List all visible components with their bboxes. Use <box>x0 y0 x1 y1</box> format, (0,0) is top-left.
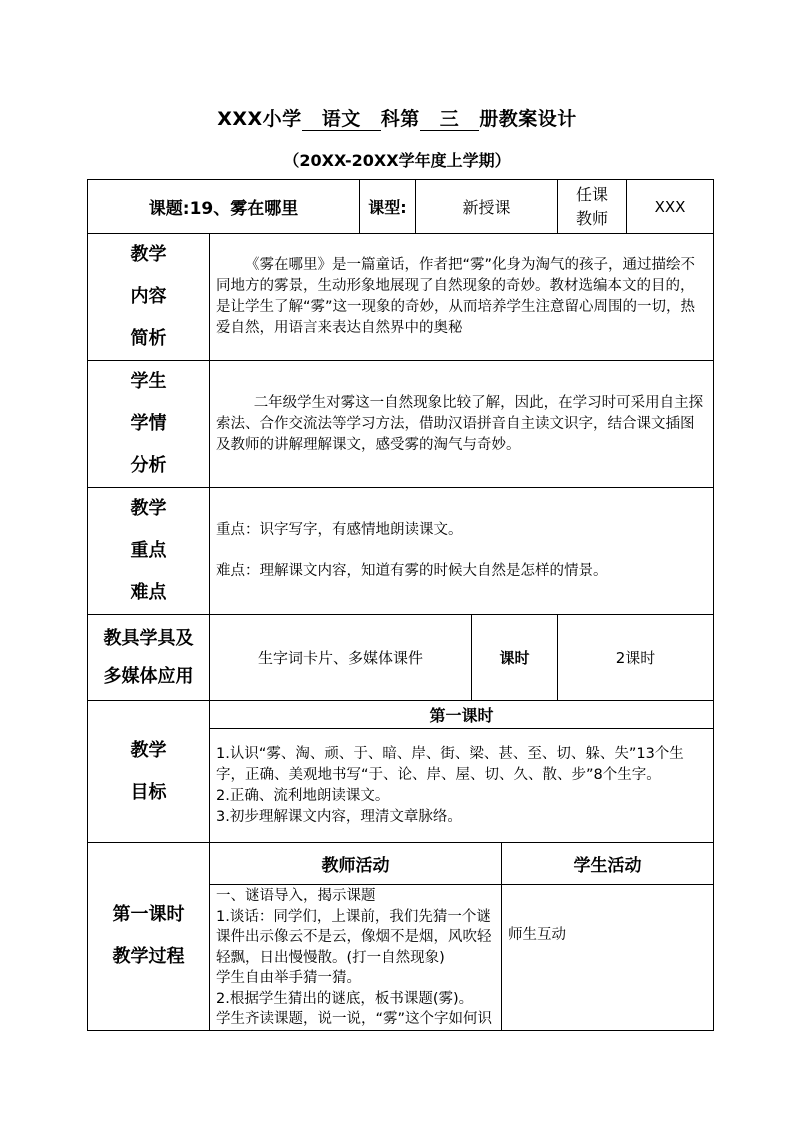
process-label-1: 第一课时 <box>112 904 185 926</box>
content-summary-row <box>88 234 714 361</box>
title-mid: 科第 <box>380 108 420 130</box>
student-activity-header: 学生活动 <box>502 843 714 885</box>
teacher-line-2: 1.谈话：同学们，上课前，我们先猜一个谜课件出示像云不是云，像烟不是烟，风吹轻轻飘，日出慢慢散。(打一自然现象) <box>216 908 492 966</box>
content-summary-text: 《雾在哪里》是一篇童话，作者把“雾”化身为淘气的孩子，通过描绘不同地方的雾景，生动形象地展现了自然现象的奇妙。教材选编本文的目的，是让学生了解“雾”这一现象的奇妙，从而培养学生注意留心周围的一切，热爱自然，用语言来表达自然界中的奥秘 <box>210 234 714 361</box>
content-summary-label-2: 内容 <box>130 286 167 307</box>
student-analysis-label-1: 学生 <box>130 371 167 392</box>
process-header-row <box>88 843 714 885</box>
objective-item-1: 1.认识“雾、淘、顽、于、暗、岸、街、梁、甚、至、切、躲、失”13个生字，正确、美观地书写“于、论、岸、屋、切、久、散、步”8个生字。 <box>216 745 684 783</box>
key-points-label-1: 教学 <box>130 498 167 519</box>
student-analysis-label-2: 学情 <box>130 413 167 434</box>
key-points-label-3: 难点 <box>130 582 167 603</box>
hours-value: 2课时 <box>558 615 714 701</box>
tools-label-1: 教具学具及 <box>103 627 194 649</box>
teacher-activity-header: 教师活动 <box>210 843 502 885</box>
key-points-cell <box>210 488 714 615</box>
key-points-label <box>88 488 210 615</box>
teacher-label-cell <box>558 180 627 234</box>
content-summary-label-3: 简析 <box>130 328 167 349</box>
key-points-row <box>88 488 714 615</box>
objective-item-2: 2.正确、流利地朗读课文。 <box>216 787 390 804</box>
lesson-plan-table <box>87 179 714 1031</box>
objective-item-3: 3.初步理解课文内容，理清文章脉络。 <box>216 808 462 825</box>
teacher-label-line-2: 教师 <box>576 208 609 228</box>
tools-label-2: 多媒体应用 <box>103 665 194 687</box>
lesson-type-label: 课型: <box>360 180 416 234</box>
objectives-header-row <box>88 701 714 729</box>
teacher-line-5: 学生齐读课题，说一说，“雾”这个字如何识 <box>216 1011 493 1027</box>
title-volume: 三 <box>420 108 480 131</box>
teacher-line-1: 一、谜语导入，揭示课题 <box>216 888 376 904</box>
hours-label: 课时 <box>472 615 558 701</box>
teacher-activity-cell <box>210 885 502 1031</box>
difficulty-text: 难点：理解课文内容，知道有雾的时候大自然是怎样的情景。 <box>216 563 608 579</box>
objectives-label-2: 目标 <box>130 781 167 803</box>
document-title <box>0 104 794 131</box>
title-subject: 语文 <box>302 108 381 131</box>
title-prefix: XXX小学 <box>217 108 302 130</box>
title-suffix: 册教案设计 <box>479 108 577 130</box>
tools-value: 生字词卡片、多媒体课件 <box>210 615 472 701</box>
teacher-line-3: 学生自由举手猜一猜。 <box>216 970 361 986</box>
key-point-text: 重点：识字写字，有感情地朗读课文。 <box>216 522 463 538</box>
student-analysis-row <box>88 361 714 488</box>
lesson-type-value: 新授课 <box>416 180 558 234</box>
document-subtitle: （20XX-20XX学年度上学期） <box>283 151 511 170</box>
tools-label <box>88 615 210 701</box>
header-row <box>88 180 714 234</box>
student-analysis-label-3: 分析 <box>130 455 167 476</box>
objectives-list <box>210 729 714 843</box>
student-analysis-label <box>88 361 210 488</box>
key-points-label-2: 重点 <box>130 540 167 561</box>
student-analysis-text: 二年级学生对雾这一自然现象比较了解，因此，在学习时可采用自主探索法、合作交流法等学习方法，借助汉语拼音自主读文识字，结合课文插图及教师的讲解理解课文，感受雾的淘气与奇妙。 <box>210 361 714 488</box>
content-summary-label <box>88 234 210 361</box>
process-label <box>88 843 210 1031</box>
period-header: 第一课时 <box>210 701 714 729</box>
teacher-value: XXX <box>627 180 714 234</box>
lesson-title: 课题:19、雾在哪里 <box>148 199 299 219</box>
lesson-title-cell <box>88 180 360 234</box>
content-summary-label-1: 教学 <box>130 244 167 265</box>
objectives-label <box>88 701 210 843</box>
student-activity-cell: 师生互动 <box>502 885 714 1031</box>
teacher-line-4: 2.根据学生猜出的谜底，板书课题(雾)。 <box>216 990 474 1007</box>
objectives-label-1: 教学 <box>130 739 167 761</box>
process-label-2: 教学过程 <box>112 946 185 968</box>
teacher-label-line-1: 任课 <box>576 184 609 204</box>
tools-row <box>88 615 714 701</box>
